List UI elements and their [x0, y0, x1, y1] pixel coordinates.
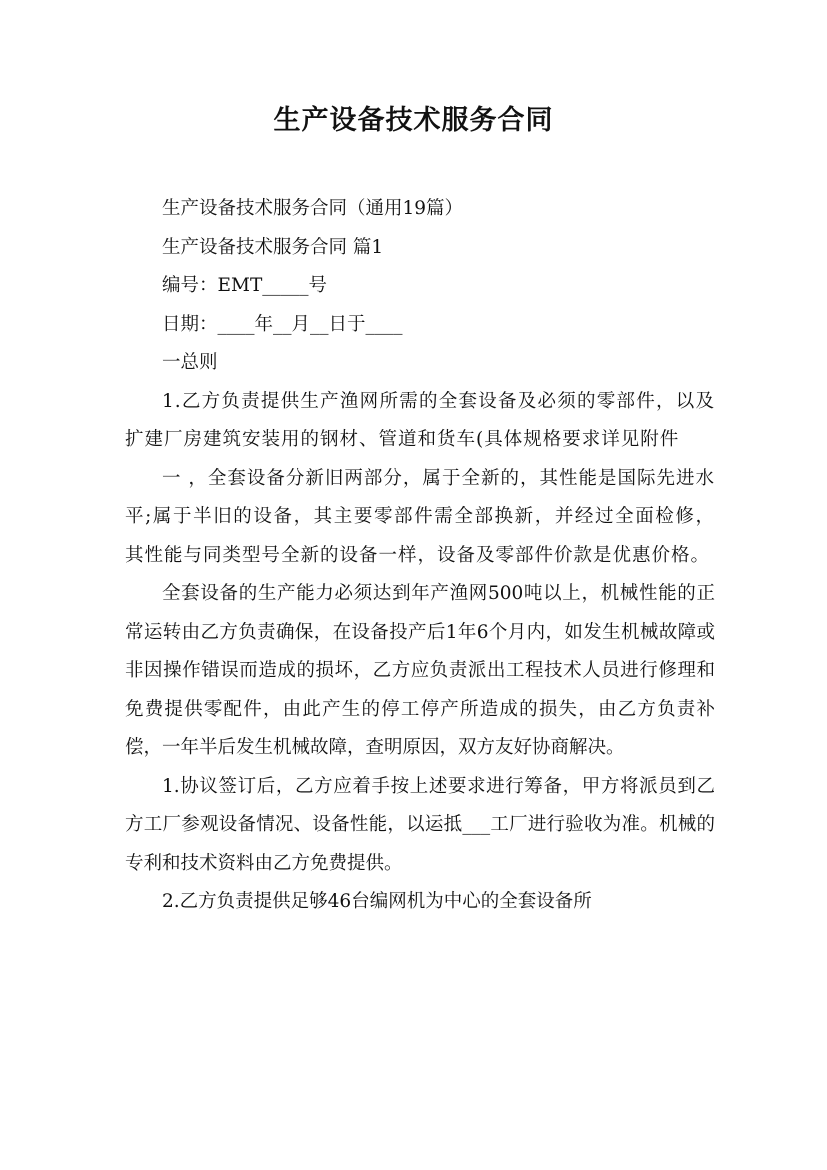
paragraph-clause-2: 2.乙方负责提供足够46台编网机为中心的全套设备所: [162, 891, 592, 912]
paragraph-clause-1: 1.乙方负责提供生产渔网所需的全套设备及必须的零部件，以及扩建厂房建筑安装用的钢材、管道和货车(具体规格要求详见附件: [125, 390, 715, 450]
paragraph-general-heading: 一总则: [162, 352, 218, 373]
document-body: [125, 190, 715, 922]
paragraph-production-capacity: 全套设备的生产能力必须达到年产渔网500吨以上，机械性能的正常运转由乙方负责确保，在设备投产后1年6个月内，如发生机械故障或非因操作错误而造成的损坏，乙方应负责派出工程技术人员进行修理和免费提供零配件，由此产生的停工停产所造成的损失，由乙方负责补偿，一年半后发生机械故障，查明原因，双方友好协商解决。: [125, 583, 715, 758]
paragraph-number: 编号：EMT_____号: [162, 275, 328, 296]
paragraph-agreement-inspection: 1.协议签订后，乙方应着手按上述要求进行筹备，甲方将派员到乙方工厂参观设备情况、设备性能，以运抵___工厂进行验收为准。机械的专利和技术资料由乙方免费提供。: [125, 775, 715, 874]
paragraph-part-heading: 生产设备技术服务合同 篇1: [162, 236, 384, 258]
paragraph-equipment-condition: 一 ，全套设备分新旧两部分，属于全新的，其性能是国际先进水平;属于半旧的设备，其主要零部件需全部换新，并经过全面检修，其性能与同类型号全新的设备一样，设备及零部件价款是优惠价格。: [125, 467, 715, 566]
paragraph-date: 日期：____年__月__日于____: [162, 313, 403, 335]
document-title: 生产设备技术服务合同: [273, 105, 554, 136]
paragraph-subtitle: 生产设备技术服务合同（通用19篇）: [162, 198, 464, 219]
